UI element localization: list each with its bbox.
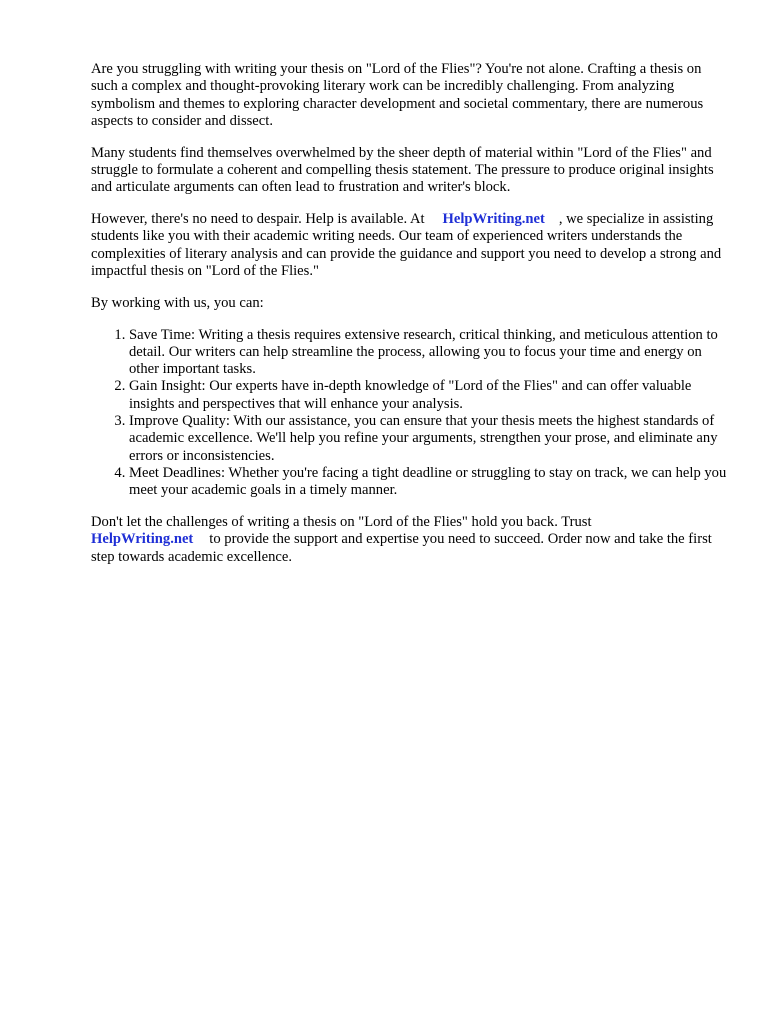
list-item: 2. Gain Insight: Our experts have in-depth knowledge of "Lord of the Flies" and can offer valuable insights and perspectives that will enhance your analysis. (129, 378, 731, 413)
intro-paragraph: Are you struggling with writing your thesis on "Lord of the Flies"? You're not alone. Crafting a thesis on such a complex and thought-provoking literary work can be incredibly challenging. From analyzing symbolism and themes to exploring character development and societal commentary, there are numerous aspects to consider and dissect. (91, 61, 704, 129)
helpwriting-link-closing[interactable]: HelpWriting.net (91, 531, 194, 548)
document-page (91, 61, 731, 580)
help-paragraph-text-start: However, there's no need to despair. Help is available. At (91, 211, 425, 228)
list-intro-paragraph: By working with us, you can: (91, 294, 264, 311)
list-item: 4. Meet Deadlines: Whether you're facing a tight deadline or struggling to stay on track, we can help you meet your academic goals in a timely manner. (129, 465, 731, 500)
list-item: 1. Save Time: Writing a thesis requires extensive research, critical thinking, and meticulous attention to detail. Our writers can help streamline the process, allowing you to focus your time and energy on other important tasks. (129, 327, 731, 379)
help-paragraph (91, 211, 731, 280)
list-item: 3. Improve Quality: With our assistance, you can ensure that your thesis meets the highest standards of academic excellence. We'll help you refine your arguments, strengthen your prose, and eliminate any errors or inconsistencies. (129, 413, 731, 465)
closing-paragraph-text-start: Don't let the challenges of writing a thesis on "Lord of the Flies" hold you back. Trust (91, 514, 592, 531)
helpwriting-link[interactable]: HelpWriting.net (442, 211, 545, 228)
benefits-list (91, 327, 731, 500)
overwhelm-paragraph: Many students find themselves overwhelmed by the sheer depth of material within "Lord of the Flies" and struggle to formulate a coherent and compelling thesis statement. The pressure to produce original insights and articulate arguments can often lead to frustration and writer's block. (91, 144, 714, 196)
closing-paragraph-text-end: to provide the support and expertise you need to succeed. Order now and take the first step towards academic excellence. (91, 531, 712, 565)
closing-paragraph (91, 514, 731, 566)
help-paragraph-text-end: , we specialize in assisting students like you with their academic writing needs. Our team of experienced writers understands the complexities of literary analysis and can provide the guidance and support you need to develop a strong and impactful thesis on "Lord of the Flies." (91, 211, 722, 279)
